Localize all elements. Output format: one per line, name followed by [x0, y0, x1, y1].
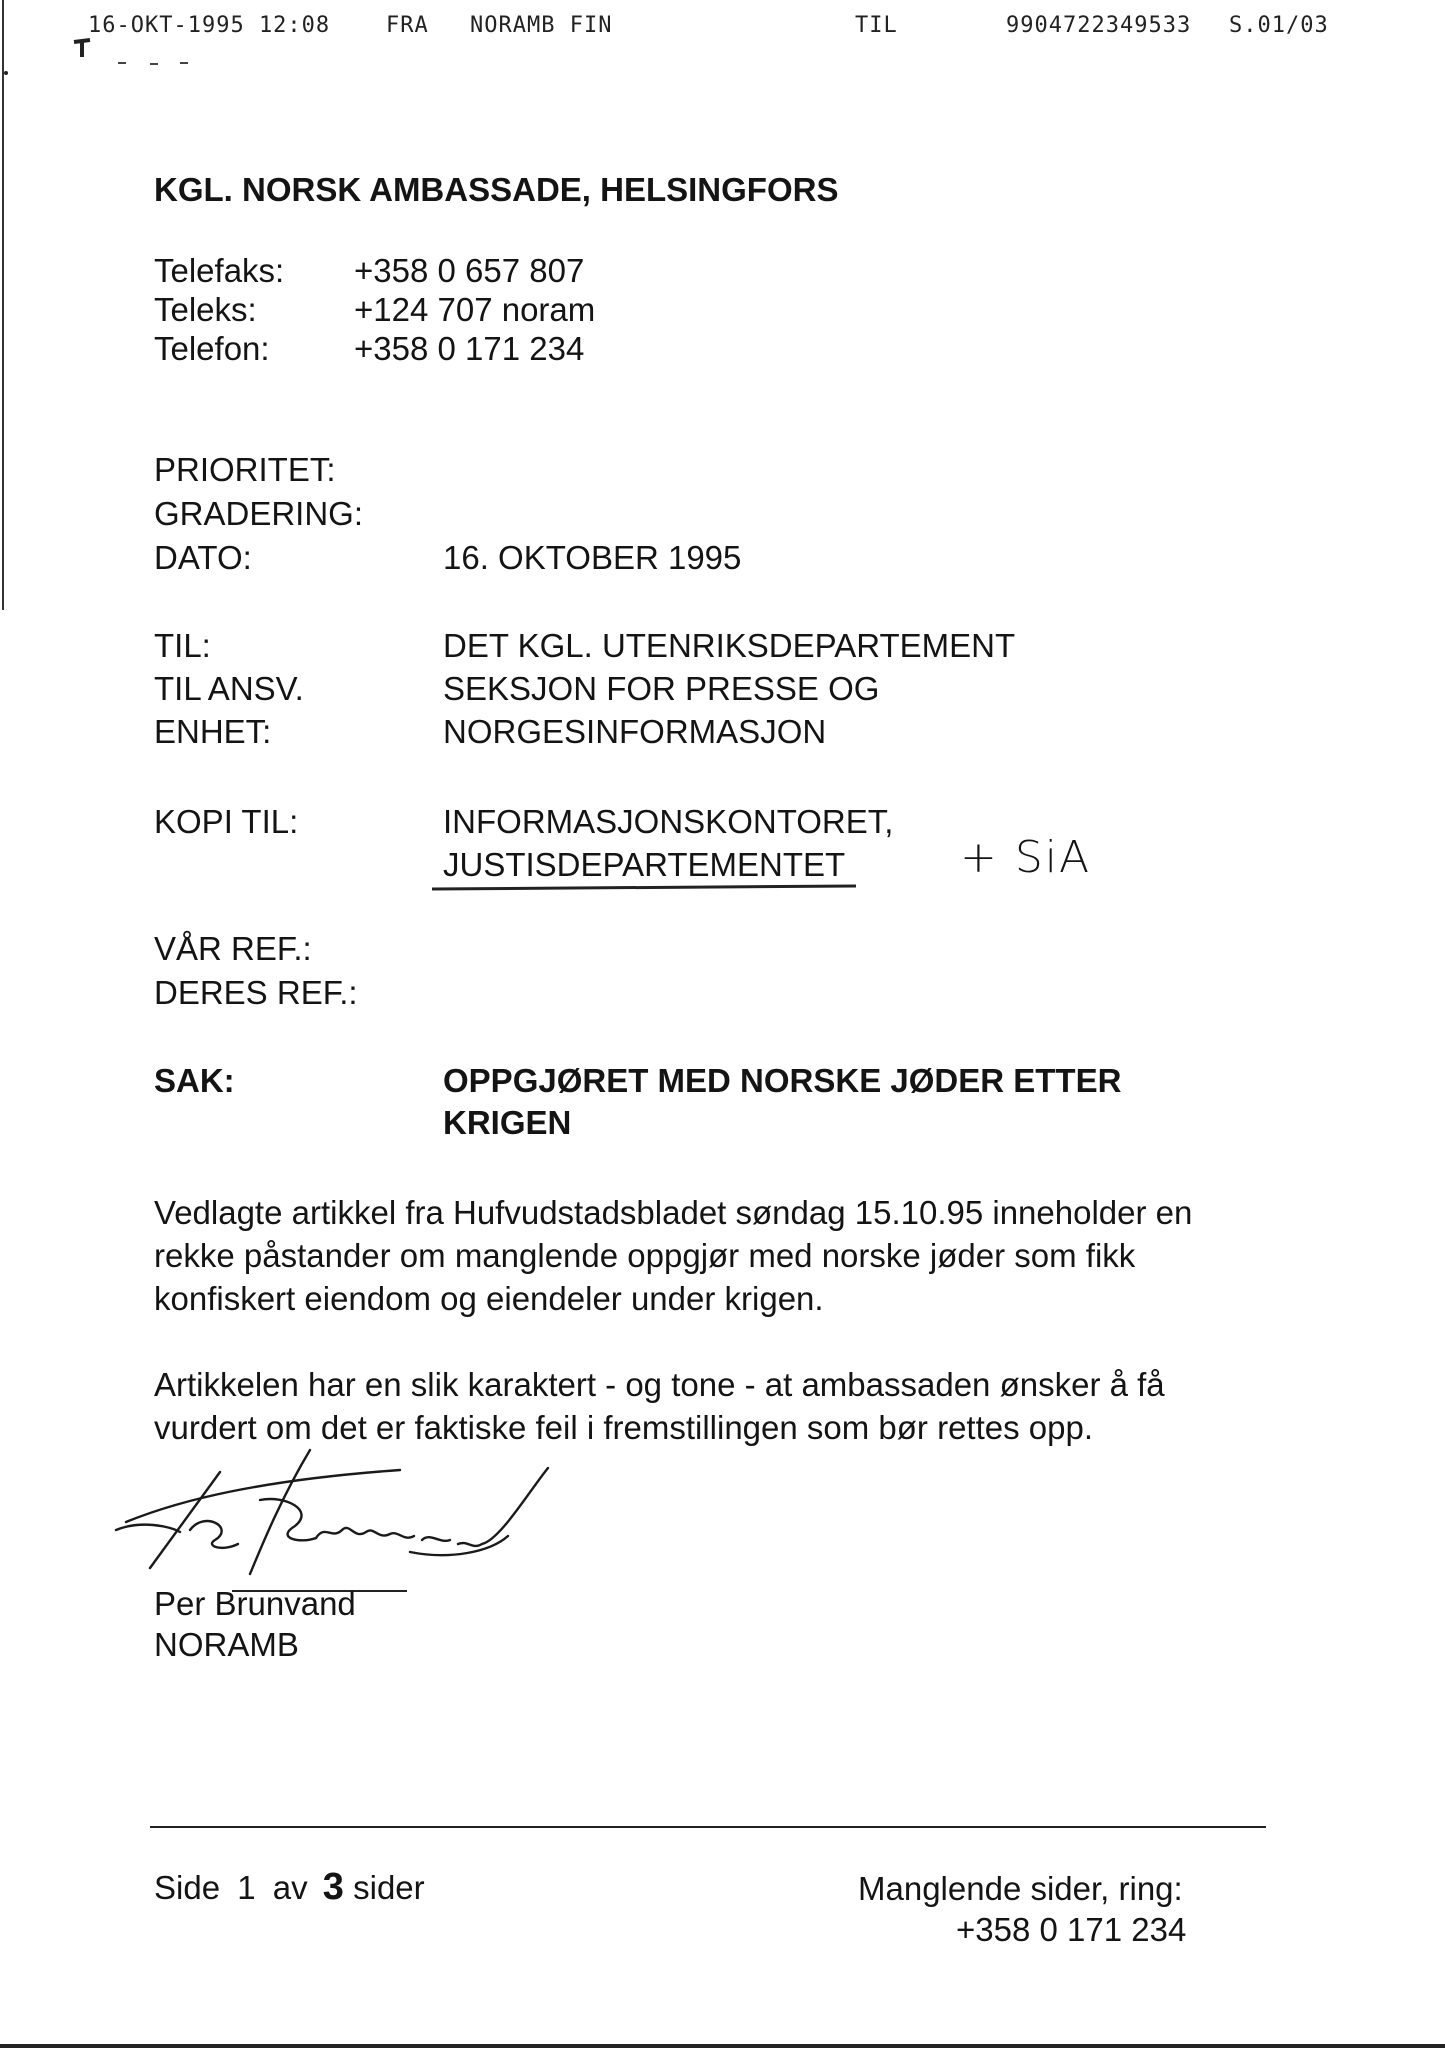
to-value: DET KGL. UTENRIKSDEPARTEMENT: [443, 627, 1016, 664]
attn-value: SEKSJON FOR PRESSE OG: [443, 670, 880, 707]
copy-value-1: INFORMASJONSKONTORET,: [443, 803, 894, 840]
fax-from-value: NORAMB FIN: [470, 13, 613, 38]
fax-label: Telefaks:: [154, 252, 285, 289]
body-p1-line-3: konfiskert eiendom og eiendeler under krigen.: [154, 1280, 824, 1317]
fax-to-label: TIL: [855, 13, 898, 38]
page-suffix: sider: [353, 1869, 425, 1906]
fax-value: +358 0 657 807: [354, 252, 585, 289]
signer-name: Per Brunvand: [154, 1585, 356, 1622]
subject-line-1: OPPGJØRET MED NORSKE JØDER ETTER: [443, 1062, 1122, 1099]
page-total-handwritten: 3: [322, 1866, 344, 1908]
copy-value-2: JUSTISDEPARTEMENTET: [443, 846, 846, 883]
missing-pages-label: Manglende sider, ring:: [858, 1870, 1183, 1907]
unit-value: NORGESINFORMASJON: [443, 713, 827, 750]
fax-date-time: 16-OKT-1995 12:08: [88, 13, 331, 38]
unit-label: ENHET:: [154, 713, 272, 750]
date-value: 16. OKTOBER 1995: [443, 539, 742, 576]
our-ref-label: VÅR REF.:: [154, 930, 312, 967]
fax-from-label: FRA: [386, 13, 429, 38]
embassy-title: KGL. NORSK AMBASSADE, HELSINGFORS: [154, 171, 839, 208]
priority-label: PRIORITET:: [154, 451, 336, 488]
copy-handwritten-note: + SiA: [960, 832, 1092, 883]
fax-page: S.01/03: [1229, 13, 1329, 38]
page-current: 1: [237, 1869, 256, 1906]
your-ref-label: DERES REF.:: [154, 974, 358, 1011]
body-p2-line-2: vurdert om det er faktiske feil i fremstillingen som bør rettes opp.: [154, 1409, 1094, 1446]
to-label: TIL:: [154, 627, 211, 664]
page-count: [154, 1866, 425, 1909]
telex-value: +124 707 noram: [354, 291, 596, 328]
classification-label: GRADERING:: [154, 495, 364, 532]
page-of: av: [272, 1869, 308, 1906]
page-prefix: Side: [154, 1869, 221, 1906]
body-p2-line-1: Artikkelen har en slik karaktert - og tone - at ambassaden ønsker å få: [154, 1366, 1165, 1403]
footer-rule: [150, 1826, 1266, 1828]
phone-value: +358 0 171 234: [354, 330, 585, 367]
fax-number: 99047223495​33: [1006, 13, 1192, 38]
attn-label: TIL ANSV.: [154, 670, 304, 707]
telex-label: Teleks:: [154, 291, 257, 328]
phone-label: Telefon:: [154, 330, 270, 367]
subject-label: SAK:: [154, 1062, 235, 1099]
body-p1-line-2: rekke påstander om manglende oppgjør med norske jøder som fikk: [154, 1237, 1136, 1274]
date-label: DATO:: [154, 539, 252, 576]
body-p1-line-1: Vedlagte artikkel fra Hufvudstadsbladet søndag 15.10.95 inneholder en: [154, 1194, 1193, 1231]
missing-pages-phone: +358 0 171 234: [956, 1911, 1187, 1948]
subject-line-2: KRIGEN: [443, 1104, 572, 1141]
copy-label: KOPI TIL:: [154, 803, 299, 840]
signer-org: NORAMB: [154, 1626, 299, 1663]
